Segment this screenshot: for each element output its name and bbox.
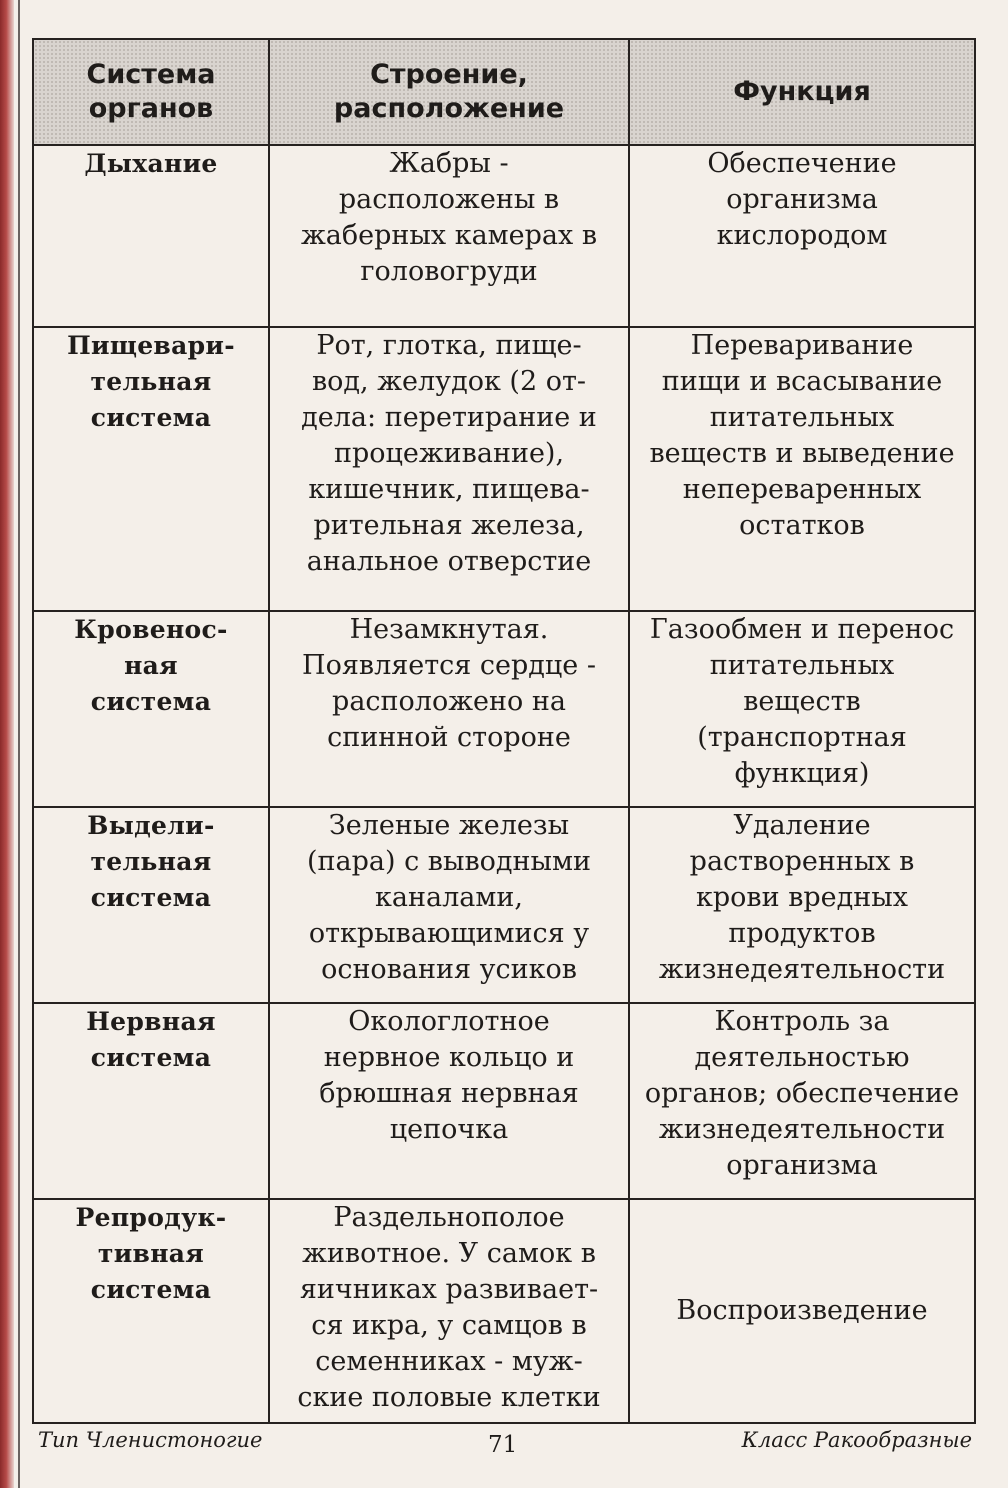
footer-class-label: Класс Ракообразные bbox=[741, 1428, 972, 1452]
table-row bbox=[33, 327, 975, 611]
header-function: Функция bbox=[629, 39, 975, 145]
function-cell: Контроль за деятельностью органов; обеспечение жизнедеятельности организма bbox=[629, 1003, 975, 1199]
footer-type-label: Тип Членистоногие bbox=[38, 1428, 263, 1452]
structure-cell: Незамкнутая. Появляется сердце - расположено на спинной стороне bbox=[269, 611, 629, 807]
system-cell: Кровенос- ная система bbox=[33, 611, 269, 807]
system-cell: Репродук- тивная система bbox=[33, 1199, 269, 1423]
structure-cell: Окологлотное нервное кольцо и брюшная нервная цепочка bbox=[269, 1003, 629, 1199]
table-row bbox=[33, 1199, 975, 1423]
structure-cell: Раздельнополое животное. У самок в яичниках развивает- ся икра, у самцов в семенниках - муж- ские половые клетки bbox=[269, 1199, 629, 1423]
table-header-row bbox=[33, 39, 975, 145]
system-cell: Пищевари- тельная система bbox=[33, 327, 269, 611]
page-margin-line bbox=[18, 0, 20, 1488]
structure-cell: Зеленые железы (пара) с выводными каналами, открывающимися у основания усиков bbox=[269, 807, 629, 1003]
header-system: Система органов bbox=[33, 39, 269, 145]
table-row bbox=[33, 1003, 975, 1199]
function-cell: Газообмен и перенос питательных веществ (транспортная функция) bbox=[629, 611, 975, 807]
table-row bbox=[33, 145, 975, 327]
system-cell: Нервная система bbox=[33, 1003, 269, 1199]
table-row bbox=[33, 807, 975, 1003]
function-cell: Воспроизведение bbox=[629, 1199, 975, 1423]
page-number: 71 bbox=[488, 1432, 518, 1458]
table-row bbox=[33, 611, 975, 807]
function-cell: Удаление растворенных в крови вредных продуктов жизнедеятельности bbox=[629, 807, 975, 1003]
system-cell: Дыхание bbox=[33, 145, 269, 327]
structure-cell: Жабры - расположены в жаберных камерах в головогруди bbox=[269, 145, 629, 327]
header-structure: Строение, расположение bbox=[269, 39, 629, 145]
book-spine-edge bbox=[0, 0, 14, 1488]
system-cell: Выдели- тельная система bbox=[33, 807, 269, 1003]
structure-cell: Рот, глотка, пище- вод, желудок (2 от- дела: перетирание и процеживание), кишечник, пищева- рительная железа, анальное отверстие bbox=[269, 327, 629, 611]
page-footer bbox=[0, 1428, 1008, 1468]
function-cell: Обеспечение организма кислородом bbox=[629, 145, 975, 327]
function-cell: Переваривание пищи и всасывание питательных веществ и выведение непереваренных остатков bbox=[629, 327, 975, 611]
organ-systems-table bbox=[32, 38, 976, 1424]
